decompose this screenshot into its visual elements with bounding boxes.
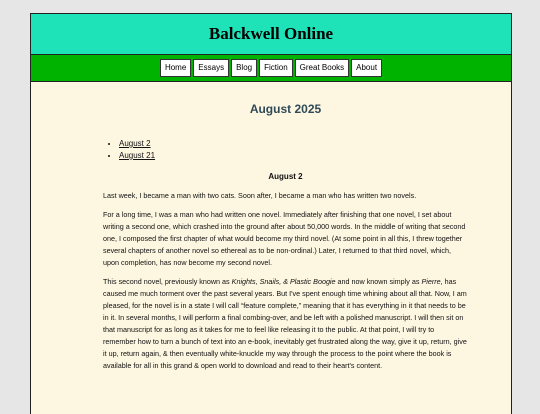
blog-post: [103, 172, 468, 372]
nav-fiction[interactable]: Fiction: [259, 59, 293, 77]
nav-bar: [31, 55, 511, 82]
book-title-new: Pierre: [421, 277, 441, 286]
post-paragraph-2: For a long time, I was a man who had written one novel. Immediately after finishing that one novel, I set about writing a second one, which crashed into the ground after about 50,000 words. In the middle of writing that second one, I composed the first chapter of what would become my third novel. (At some point in all this, I threw together several chapters of another novel so ethereal as to be non-ordinal.) Later, I returned to that third novel, which, upon completion, has now become my second novel.: [103, 210, 466, 267]
post-index: [103, 138, 468, 162]
site-header: [31, 14, 511, 55]
post-paragraph-1: Last week, I became a man with two cats. Soon after, I became a man who has written two novels.: [103, 191, 417, 200]
nav-about[interactable]: About: [351, 59, 382, 77]
post-paragraph-3: [103, 276, 468, 372]
site-title: Balckwell Online: [208, 24, 334, 43]
month-heading: August 2025: [249, 102, 322, 116]
nav-home[interactable]: Home: [160, 59, 191, 77]
post-title: August 2: [268, 172, 303, 181]
list-item: [119, 150, 468, 162]
paragraph-text: This second novel, previously known as: [103, 277, 232, 286]
book-title-old: Knights, Snails, & Plastic Boogie: [231, 277, 336, 286]
list-item: [119, 138, 468, 150]
paragraph-text: , has caused me much torment over the past several years. But I've spent enough time whining about all that. Now, I am pleased, for the novel is in a state I will call “feature complete,” meaning that it has everything in it that needs to be in it. In several months, I will perform a final combing-over, and be left with a polished manuscript. I will then sit on that manuscript for as long as it takes for me to feel like releasing it to the public. At that point, I will try to remember how to turn a bunch of text into an e-book, inevitably get frustrated along the way, give it up, return, give it up, return again, & then eventually white-knuckle my way through the process to the point where the book is available for all in this grand & open world to download and read to their heart's content.: [103, 277, 467, 370]
page-frame: [30, 13, 512, 414]
nav-great-books[interactable]: Great Books: [295, 59, 349, 77]
nav-blog[interactable]: Blog: [231, 59, 257, 77]
main-content: [31, 102, 511, 372]
post-link-august-2[interactable]: August 2: [119, 139, 151, 148]
nav-essays[interactable]: Essays: [193, 59, 229, 77]
post-link-august-21[interactable]: August 21: [119, 151, 156, 160]
paragraph-text: and now known simply as: [335, 277, 422, 286]
